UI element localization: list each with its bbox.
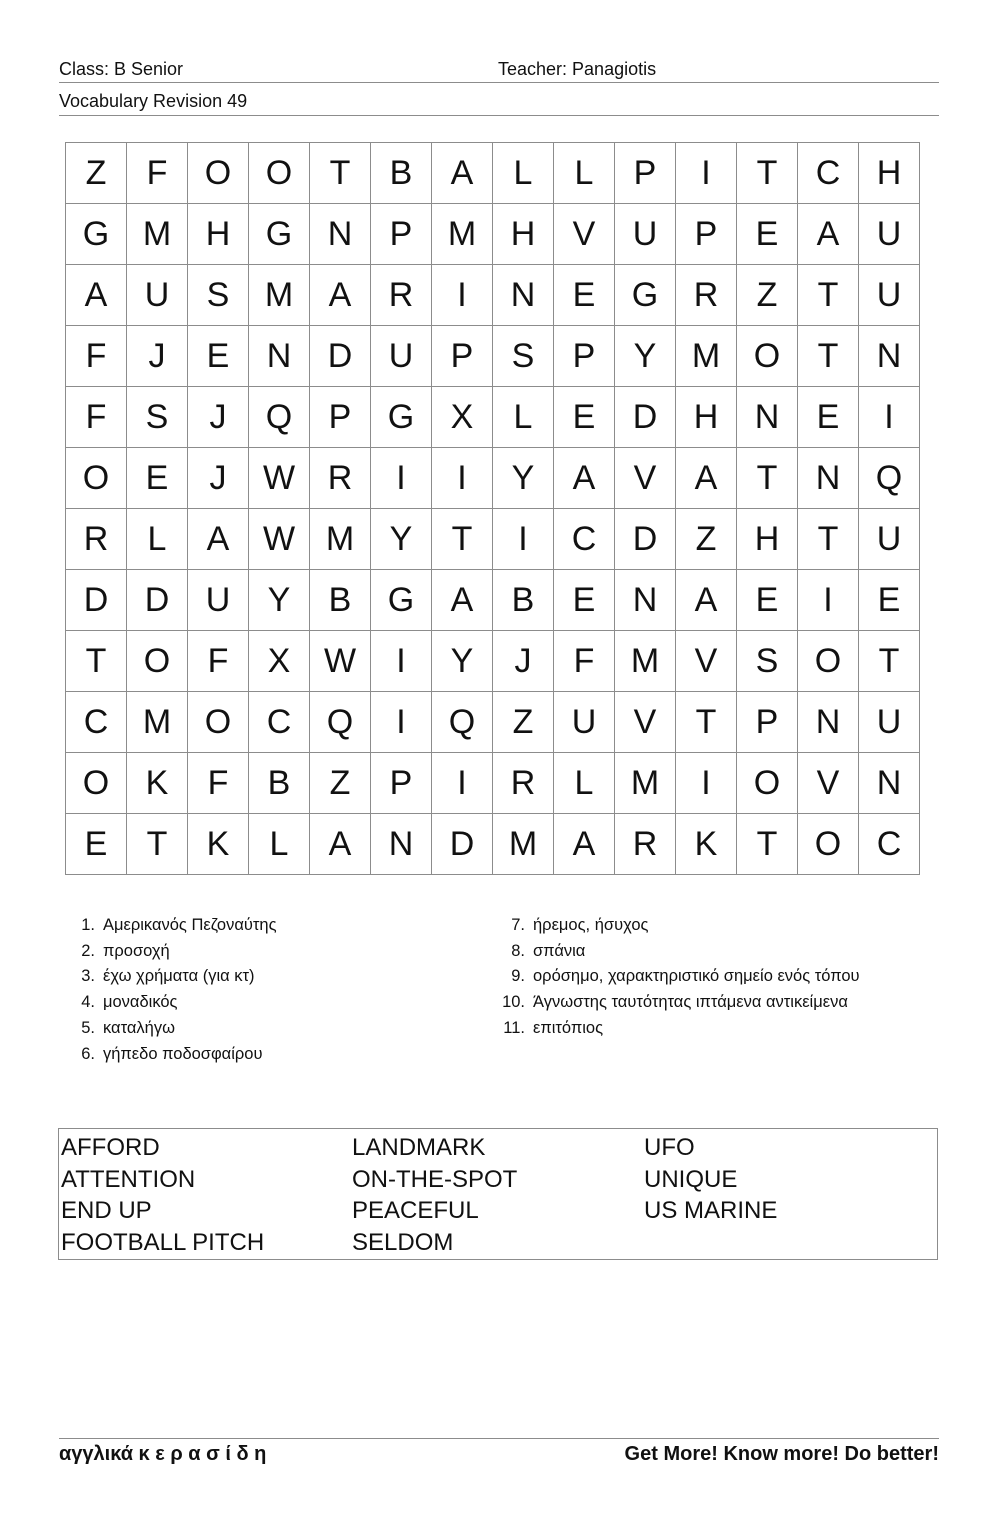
grid-cell[interactable]: C bbox=[66, 692, 127, 753]
grid-cell[interactable]: V bbox=[798, 753, 859, 814]
grid-cell[interactable]: S bbox=[737, 631, 798, 692]
clue-text: ήρεμος, ήσυχος bbox=[533, 916, 649, 934]
grid-cell[interactable]: B bbox=[249, 753, 310, 814]
clue-number: 9. bbox=[511, 967, 525, 986]
grid-cell[interactable]: I bbox=[371, 631, 432, 692]
grid-cell[interactable]: T bbox=[798, 265, 859, 326]
grid-cell[interactable]: T bbox=[737, 143, 798, 204]
grid-cell[interactable]: Z bbox=[676, 509, 737, 570]
grid-cell[interactable]: W bbox=[310, 631, 371, 692]
grid-cell[interactable]: E bbox=[188, 326, 249, 387]
class-label: Class: B Senior bbox=[59, 59, 184, 79]
grid-cell[interactable]: N bbox=[249, 326, 310, 387]
grid-cell[interactable]: O bbox=[127, 631, 188, 692]
grid-row bbox=[66, 326, 920, 387]
word-bank-item: US MARINE bbox=[644, 1197, 778, 1224]
grid-cell[interactable]: M bbox=[127, 692, 188, 753]
grid-cell[interactable]: L bbox=[127, 509, 188, 570]
worksheet-title: Vocabulary Revision 49 bbox=[59, 91, 248, 111]
grid-cell[interactable]: T bbox=[798, 326, 859, 387]
grid-cell[interactable]: T bbox=[310, 143, 371, 204]
clue-item bbox=[498, 964, 958, 990]
grid-cell[interactable]: U bbox=[554, 692, 615, 753]
grid-cell[interactable]: N bbox=[798, 692, 859, 753]
clue-number: 10. bbox=[502, 993, 525, 1012]
word-bank-item: PEACEFUL bbox=[352, 1197, 479, 1224]
grid-cell[interactable]: I bbox=[798, 570, 859, 631]
grid-cell[interactable]: N bbox=[615, 570, 676, 631]
grid-cell[interactable]: V bbox=[615, 448, 676, 509]
grid-cell[interactable]: D bbox=[615, 509, 676, 570]
grid-cell[interactable]: N bbox=[859, 753, 920, 814]
clue-item bbox=[68, 913, 488, 939]
grid-cell[interactable]: R bbox=[676, 265, 737, 326]
word-bank-item: UFO bbox=[644, 1134, 695, 1161]
grid-cell[interactable]: H bbox=[188, 204, 249, 265]
clue-text: ορόσημο, χαρακτηριστικό σημείο ενός τόπου bbox=[533, 967, 860, 986]
word-bank-column bbox=[61, 1132, 264, 1258]
clue-number: 1. bbox=[81, 916, 95, 934]
grid-cell[interactable]: R bbox=[493, 753, 554, 814]
grid-cell[interactable]: Y bbox=[493, 448, 554, 509]
grid-cell[interactable]: V bbox=[676, 631, 737, 692]
grid-cell[interactable]: O bbox=[66, 753, 127, 814]
grid-cell[interactable]: M bbox=[249, 265, 310, 326]
grid-row bbox=[66, 387, 920, 448]
footer bbox=[59, 1438, 939, 1475]
grid-cell[interactable]: S bbox=[188, 265, 249, 326]
grid-row bbox=[66, 570, 920, 631]
grid-cell[interactable]: A bbox=[310, 265, 371, 326]
grid-cell[interactable]: D bbox=[127, 570, 188, 631]
grid-cell[interactable]: U bbox=[859, 692, 920, 753]
grid-cell[interactable]: U bbox=[127, 265, 188, 326]
grid-cell[interactable]: G bbox=[66, 204, 127, 265]
clue-item bbox=[68, 1042, 488, 1068]
grid-cell[interactable]: G bbox=[371, 387, 432, 448]
grid-cell[interactable]: H bbox=[737, 509, 798, 570]
grid-cell[interactable]: D bbox=[66, 570, 127, 631]
clue-number: 5. bbox=[81, 1018, 95, 1037]
grid-cell[interactable]: E bbox=[737, 204, 798, 265]
grid-cell[interactable]: G bbox=[615, 265, 676, 326]
grid-cell[interactable]: F bbox=[188, 631, 249, 692]
grid-cell[interactable]: M bbox=[432, 204, 493, 265]
grid-cell[interactable]: A bbox=[676, 448, 737, 509]
grid-cell[interactable]: D bbox=[432, 814, 493, 875]
grid-cell[interactable]: A bbox=[554, 448, 615, 509]
grid-cell[interactable]: A bbox=[432, 570, 493, 631]
grid-cell[interactable]: F bbox=[127, 143, 188, 204]
grid-cell[interactable]: P bbox=[676, 204, 737, 265]
grid-cell[interactable]: C bbox=[798, 143, 859, 204]
grid-cell[interactable]: N bbox=[737, 387, 798, 448]
grid-cell[interactable]: I bbox=[371, 692, 432, 753]
clue-number: 3. bbox=[81, 967, 95, 986]
grid-cell[interactable]: E bbox=[554, 570, 615, 631]
grid-cell[interactable]: P bbox=[432, 326, 493, 387]
clue-text: επιτόπιος bbox=[533, 1018, 604, 1037]
grid-cell[interactable]: U bbox=[615, 204, 676, 265]
grid-cell[interactable]: E bbox=[737, 570, 798, 631]
footer-slogan: Get More! Know more! Do better! bbox=[624, 1443, 939, 1465]
grid-cell[interactable]: Z bbox=[310, 753, 371, 814]
grid-cell[interactable]: T bbox=[432, 509, 493, 570]
grid-cell[interactable]: D bbox=[310, 326, 371, 387]
grid-row bbox=[66, 814, 920, 875]
grid-cell[interactable]: I bbox=[432, 753, 493, 814]
word-bank-item: LANDMARK bbox=[352, 1134, 486, 1161]
grid-row bbox=[66, 204, 920, 265]
grid-cell[interactable]: C bbox=[554, 509, 615, 570]
grid-cell[interactable]: J bbox=[493, 631, 554, 692]
grid-cell[interactable]: P bbox=[371, 204, 432, 265]
grid-cell[interactable]: Z bbox=[737, 265, 798, 326]
grid-cell[interactable]: U bbox=[859, 265, 920, 326]
clue-text: μοναδικός bbox=[103, 993, 178, 1012]
footer-brand: αγγλικά κ ε ρ α σ ί δ η bbox=[59, 1443, 267, 1465]
clue-number: 11. bbox=[503, 1018, 525, 1037]
grid-cell[interactable]: A bbox=[432, 143, 493, 204]
grid-cell[interactable]: A bbox=[676, 570, 737, 631]
grid-cell[interactable]: P bbox=[615, 143, 676, 204]
grid-row bbox=[66, 753, 920, 814]
clue-list-left bbox=[68, 913, 488, 1067]
grid-cell[interactable]: O bbox=[249, 143, 310, 204]
grid-cell[interactable]: R bbox=[310, 448, 371, 509]
clue-list-right bbox=[498, 913, 958, 1042]
word-bank bbox=[58, 1128, 938, 1260]
grid-cell[interactable]: O bbox=[188, 143, 249, 204]
word-bank-column bbox=[352, 1132, 517, 1258]
word-bank-item: UNIQUE bbox=[644, 1165, 738, 1193]
grid-cell[interactable]: N bbox=[493, 265, 554, 326]
grid-cell[interactable]: A bbox=[798, 204, 859, 265]
grid-cell[interactable]: L bbox=[493, 143, 554, 204]
clue-number: 4. bbox=[81, 993, 95, 1012]
grid-cell[interactable]: M bbox=[310, 509, 371, 570]
grid-cell[interactable]: B bbox=[371, 143, 432, 204]
grid-cell[interactable]: J bbox=[188, 387, 249, 448]
grid-cell[interactable]: I bbox=[371, 448, 432, 509]
grid-cell[interactable]: P bbox=[310, 387, 371, 448]
grid-cell[interactable]: Q bbox=[249, 387, 310, 448]
grid-cell[interactable]: J bbox=[127, 326, 188, 387]
grid-cell[interactable]: L bbox=[493, 387, 554, 448]
grid-cell[interactable]: T bbox=[127, 814, 188, 875]
grid-cell[interactable]: N bbox=[798, 448, 859, 509]
clue-item bbox=[498, 1016, 958, 1042]
word-bank-item: ATTENTION bbox=[61, 1165, 196, 1193]
grid-cell[interactable]: M bbox=[493, 814, 554, 875]
grid-cell[interactable]: S bbox=[127, 387, 188, 448]
grid-cell[interactable]: N bbox=[859, 326, 920, 387]
clue-text: προσοχή bbox=[103, 941, 170, 960]
clue-text: καταλήγω bbox=[103, 1018, 175, 1037]
grid-cell[interactable]: A bbox=[188, 509, 249, 570]
grid-cell[interactable]: U bbox=[859, 509, 920, 570]
teacher-label: Teacher: Panagiotis bbox=[498, 59, 657, 79]
grid-cell[interactable]: I bbox=[432, 448, 493, 509]
grid-cell[interactable]: M bbox=[615, 631, 676, 692]
grid-cell[interactable]: S bbox=[493, 326, 554, 387]
grid-cell[interactable]: R bbox=[615, 814, 676, 875]
grid-cell[interactable]: W bbox=[249, 448, 310, 509]
grid-cell[interactable]: N bbox=[371, 814, 432, 875]
clue-text: σπάνια bbox=[533, 941, 586, 960]
grid-cell[interactable]: Q bbox=[859, 448, 920, 509]
grid-cell[interactable]: R bbox=[371, 265, 432, 326]
grid-cell[interactable]: T bbox=[676, 692, 737, 753]
grid-cell[interactable]: B bbox=[310, 570, 371, 631]
grid-cell[interactable]: I bbox=[493, 509, 554, 570]
grid-cell[interactable]: C bbox=[859, 814, 920, 875]
word-bank-item: END UP bbox=[61, 1197, 152, 1224]
grid-cell[interactable]: Z bbox=[493, 692, 554, 753]
grid-cell[interactable]: V bbox=[554, 204, 615, 265]
grid-cell[interactable]: H bbox=[493, 204, 554, 265]
word-bank-item: ON-THE-SPOT bbox=[352, 1165, 518, 1193]
clue-item bbox=[68, 939, 488, 965]
grid-cell[interactable]: D bbox=[615, 387, 676, 448]
clue-text: γήπεδο ποδοσφαίρου bbox=[103, 1044, 263, 1063]
grid-cell[interactable]: U bbox=[371, 326, 432, 387]
word-bank-column bbox=[644, 1132, 777, 1227]
grid-cell[interactable]: N bbox=[310, 204, 371, 265]
grid-cell[interactable]: F bbox=[66, 326, 127, 387]
grid-cell[interactable]: U bbox=[188, 570, 249, 631]
clue-text: έχω χρήματα (για κτ) bbox=[103, 967, 255, 986]
grid-cell[interactable]: T bbox=[66, 631, 127, 692]
grid-cell[interactable]: U bbox=[859, 204, 920, 265]
clue-item bbox=[68, 964, 488, 990]
clue-text: Αμερικανός Πεζοναύτης bbox=[103, 916, 277, 934]
grid-cell[interactable]: P bbox=[371, 753, 432, 814]
grid-row bbox=[66, 509, 920, 570]
grid-cell[interactable]: V bbox=[615, 692, 676, 753]
grid-cell[interactable]: L bbox=[554, 753, 615, 814]
grid-cell[interactable]: K bbox=[676, 814, 737, 875]
clue-number: 8. bbox=[511, 941, 525, 960]
grid-cell[interactable]: E bbox=[127, 448, 188, 509]
grid-cell[interactable]: A bbox=[66, 265, 127, 326]
clue-number: 7. bbox=[511, 916, 525, 934]
grid-row bbox=[66, 143, 920, 204]
grid-row bbox=[66, 631, 920, 692]
clue-number: 2. bbox=[81, 941, 95, 960]
grid-cell[interactable]: X bbox=[432, 387, 493, 448]
grid-cell[interactable]: J bbox=[188, 448, 249, 509]
grid-cell[interactable]: M bbox=[676, 326, 737, 387]
clue-item bbox=[498, 913, 958, 939]
grid-cell[interactable]: B bbox=[493, 570, 554, 631]
title-row bbox=[59, 90, 939, 116]
word-search-grid bbox=[65, 142, 920, 875]
grid-cell[interactable]: T bbox=[737, 814, 798, 875]
grid-row bbox=[66, 692, 920, 753]
grid-cell[interactable]: F bbox=[66, 387, 127, 448]
grid-cell[interactable]: T bbox=[737, 448, 798, 509]
grid-cell[interactable]: A bbox=[554, 814, 615, 875]
grid-cell[interactable]: K bbox=[127, 753, 188, 814]
grid-cell[interactable]: A bbox=[310, 814, 371, 875]
grid-cell[interactable]: X bbox=[249, 631, 310, 692]
grid-cell[interactable]: E bbox=[66, 814, 127, 875]
grid-cell[interactable]: M bbox=[615, 753, 676, 814]
grid-cell[interactable]: I bbox=[676, 143, 737, 204]
grid-cell[interactable]: E bbox=[798, 387, 859, 448]
grid-cell[interactable]: H bbox=[676, 387, 737, 448]
clue-item bbox=[68, 1016, 488, 1042]
grid-cell[interactable]: E bbox=[859, 570, 920, 631]
grid-cell[interactable]: F bbox=[188, 753, 249, 814]
clue-item bbox=[498, 939, 958, 965]
header-row bbox=[59, 58, 939, 83]
grid-cell[interactable]: M bbox=[127, 204, 188, 265]
grid-cell[interactable]: E bbox=[554, 265, 615, 326]
grid-cell[interactable]: Y bbox=[249, 570, 310, 631]
word-bank-item: SELDOM bbox=[352, 1228, 454, 1256]
clue-item bbox=[498, 990, 958, 1016]
grid-cell[interactable]: O bbox=[66, 448, 127, 509]
grid-cell[interactable]: T bbox=[859, 631, 920, 692]
grid-cell[interactable]: K bbox=[188, 814, 249, 875]
grid-row bbox=[66, 448, 920, 509]
clue-number: 6. bbox=[81, 1044, 95, 1063]
grid-cell[interactable]: O bbox=[798, 814, 859, 875]
grid-cell[interactable]: L bbox=[249, 814, 310, 875]
grid-cell[interactable]: O bbox=[188, 692, 249, 753]
grid-cell[interactable]: F bbox=[554, 631, 615, 692]
grid-cell[interactable]: G bbox=[371, 570, 432, 631]
grid-cell[interactable]: L bbox=[554, 143, 615, 204]
grid-cell[interactable]: R bbox=[66, 509, 127, 570]
clue-item bbox=[68, 990, 488, 1016]
grid-cell[interactable]: Y bbox=[615, 326, 676, 387]
grid-cell[interactable]: P bbox=[554, 326, 615, 387]
word-bank-item: AFFORD bbox=[61, 1134, 160, 1161]
grid-cell[interactable]: O bbox=[737, 326, 798, 387]
grid-row bbox=[66, 265, 920, 326]
grid-cell[interactable]: I bbox=[432, 265, 493, 326]
grid-cell[interactable]: I bbox=[676, 753, 737, 814]
grid-cell[interactable]: Y bbox=[371, 509, 432, 570]
grid-cell[interactable]: O bbox=[737, 753, 798, 814]
grid-cell[interactable]: I bbox=[859, 387, 920, 448]
clue-text: Άγνωστης ταυτότητας ιπτάμενα αντικείμενα bbox=[533, 993, 848, 1012]
grid-cell[interactable]: O bbox=[798, 631, 859, 692]
grid-cell[interactable]: C bbox=[249, 692, 310, 753]
grid-cell[interactable]: H bbox=[859, 143, 920, 204]
grid-cell[interactable]: Q bbox=[310, 692, 371, 753]
grid-cell[interactable]: E bbox=[554, 387, 615, 448]
grid-cell[interactable]: Z bbox=[66, 143, 127, 204]
grid-cell[interactable]: T bbox=[798, 509, 859, 570]
word-bank-item: FOOTBALL PITCH bbox=[61, 1228, 265, 1256]
grid-cell[interactable]: Q bbox=[432, 692, 493, 753]
grid-cell[interactable]: W bbox=[249, 509, 310, 570]
grid-cell[interactable]: Y bbox=[432, 631, 493, 692]
grid-cell[interactable]: G bbox=[249, 204, 310, 265]
grid-cell[interactable]: P bbox=[737, 692, 798, 753]
